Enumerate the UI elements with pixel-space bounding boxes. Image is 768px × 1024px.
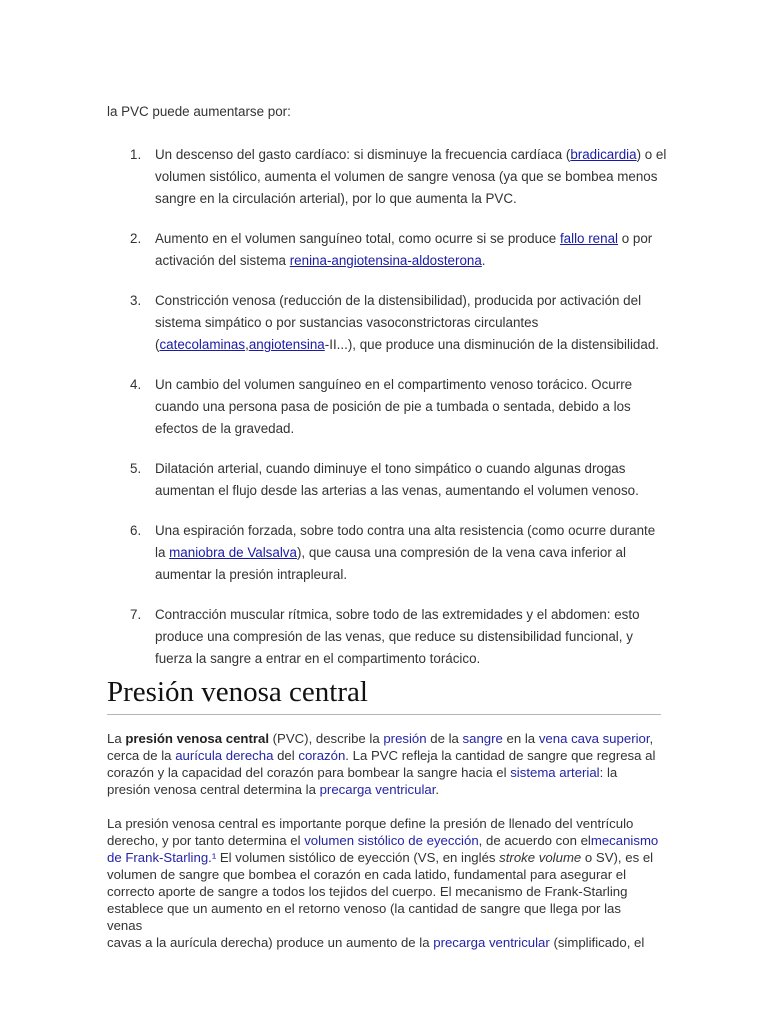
text-run: o por	[618, 231, 653, 246]
list-item-text	[155, 377, 632, 436]
list-number: 1.	[130, 147, 142, 162]
list-item-text	[155, 293, 659, 352]
list-number: 4.	[130, 377, 142, 392]
wiki-link[interactable]: renina-angiotensina-aldosterona	[289, 253, 482, 268]
list-number: 3.	[130, 293, 142, 308]
text-run: de la	[426, 731, 463, 746]
text-run: . La PVC refleja la cantidad de sangre que regresa al	[345, 748, 656, 763]
text-run: ,	[245, 337, 249, 352]
text-run: Constricción venosa (reducción de la distensibilidad), producida por activación del	[155, 293, 642, 308]
inline-link[interactable]: sangre	[462, 731, 503, 746]
text-run: La	[107, 731, 126, 746]
text-run: Aumento en el volumen sanguíneo total, como ocurre si se produce	[155, 231, 560, 246]
text-run: Dilatación arterial, cuando diminuye el tono simpático o cuando algunas drogas	[155, 461, 626, 476]
text-run: sangre en la circulación arterial), por lo que aumenta la PVC.	[155, 191, 517, 206]
list-number: 5.	[130, 461, 142, 476]
list-item-text	[155, 607, 640, 666]
bold-term: presión venosa central	[125, 731, 269, 746]
intro-text: la PVC puede aumentarse por:	[107, 104, 291, 119]
list-number: 2.	[130, 231, 142, 246]
text-run: La presión venosa central es importante porque define la presión de llenado del ventrículo	[107, 816, 634, 831]
text-run: Un descenso del gasto cardíaco: si disminuye la frecuencia cardíaca (	[155, 147, 571, 162]
list-number: 7.	[130, 607, 142, 622]
list-item	[130, 228, 670, 272]
list-item	[130, 374, 670, 440]
list-item	[130, 520, 670, 586]
text-run: del	[273, 748, 299, 763]
inline-link[interactable]: vena cava superior	[538, 731, 650, 746]
text-run: ,	[649, 731, 654, 746]
inline-link[interactable]: mecanismo	[590, 833, 659, 848]
text-run: Un cambio del volumen sanguíneo en el compartimento venoso torácico. Ocurre	[155, 377, 633, 392]
wiki-link[interactable]: bradicardia	[570, 147, 637, 162]
text-run: ) o el	[636, 147, 667, 162]
inline-link[interactable]: de Frank-Starling	[107, 850, 209, 865]
text-run: o SV), es el	[581, 850, 654, 865]
text-run: : la	[599, 765, 618, 780]
text-run: volumen de sangre que bombea el corazón en cada latido, fundamental para asegurar el	[107, 867, 627, 882]
causes-list	[130, 144, 670, 688]
wiki-link[interactable]: fallo renal	[559, 231, 618, 246]
text-run: correcto aporte de sangre a todos los tejidos del cuerpo. El mecanismo de Frank-Starling	[107, 884, 628, 899]
list-item-text	[155, 231, 652, 268]
inline-link[interactable]: precarga ventricular	[319, 782, 436, 797]
text-run: aumentan el flujo desde las arterias a las venas, aumentando el volumen venoso.	[155, 483, 639, 498]
text-run: corazón y la capacidad del corazón para bombear la sangre hacia el	[107, 765, 511, 780]
text-run: derecho, y por tanto determina el	[107, 833, 305, 848]
list-item-text	[155, 147, 666, 206]
inline-link[interactable]: presión	[383, 731, 427, 746]
text-run: en la	[502, 731, 539, 746]
text-run: establece que un aumento en el retorno venoso (la cantidad de sangre que llega por las venas	[107, 901, 621, 933]
text-run: presión venosa central determina la	[107, 782, 320, 797]
inline-link[interactable]: volumen sistólico de eyección	[304, 833, 479, 848]
wiki-link[interactable]: catecolaminas	[159, 337, 246, 352]
text-run: produce una compresión de las venas, que reduce su distensibilidad funcional, y	[155, 629, 633, 644]
text-run: fuerza la sangre a entrar en el compartimento torácico.	[155, 651, 481, 666]
list-item	[130, 458, 670, 502]
text-run: Una espiración forzada, sobre todo contra una alta resistencia (como ocurre durante	[155, 523, 656, 538]
text-run: aumentar la presión intrapleural.	[155, 567, 348, 582]
text-run: -II...), que produce una disminución de la distensibilidad.	[324, 337, 659, 352]
inline-link[interactable]: sistema arterial	[510, 765, 600, 780]
text-run: la	[155, 545, 170, 560]
text-run: cuando una persona pasa de posición de pie a tumbada o sentada, debido a los	[155, 399, 631, 414]
text-run: cavas a la aurícula derecha) produce un aumento de la	[107, 935, 434, 950]
text-run: volumen sistólico, aumenta el volumen de sangre venosa (ya que se bombea menos	[155, 169, 658, 184]
text-run: (PVC), describe la	[269, 731, 384, 746]
text-run: efectos de la gravedad.	[155, 421, 295, 436]
list-item	[130, 604, 670, 670]
text-run: cerca de la	[107, 748, 176, 763]
list-item	[130, 144, 670, 210]
list-item-text	[155, 461, 639, 498]
inline-link[interactable]: precarga ventricular	[433, 935, 550, 950]
inline-link[interactable]: corazón	[298, 748, 346, 763]
text-run: .	[481, 253, 486, 268]
paragraph-2	[107, 815, 659, 951]
text-run: activación del sistema	[155, 253, 290, 268]
wiki-link[interactable]: maniobra de Valsalva	[169, 545, 297, 560]
wiki-link[interactable]: angiotensina	[248, 337, 325, 352]
text-run: (simplificado, el	[549, 935, 645, 950]
list-item-text	[155, 523, 655, 582]
inline-link[interactable]: .¹	[208, 850, 217, 865]
text-run: ), que causa una compresión de la vena cava inferior al	[296, 545, 626, 560]
section-heading: Presión venosa central	[107, 674, 661, 715]
text-run: sistema simpático o por sustancias vasoconstrictoras circulantes	[155, 315, 539, 330]
text-run: El volumen sistólico de eyección (VS, en inglés	[216, 850, 500, 865]
italic-term: stroke volume	[499, 850, 582, 865]
text-run: .	[435, 782, 440, 797]
text-run: (	[155, 337, 160, 352]
list-item	[130, 290, 670, 356]
inline-link[interactable]: aurícula derecha	[175, 748, 274, 763]
text-run: Contracción muscular rítmica, sobre todo de las extremidades y el abdomen: esto	[155, 607, 640, 622]
text-run: , de acuerdo con el	[478, 833, 591, 848]
list-number: 6.	[130, 523, 142, 538]
paragraph-1	[107, 730, 659, 798]
